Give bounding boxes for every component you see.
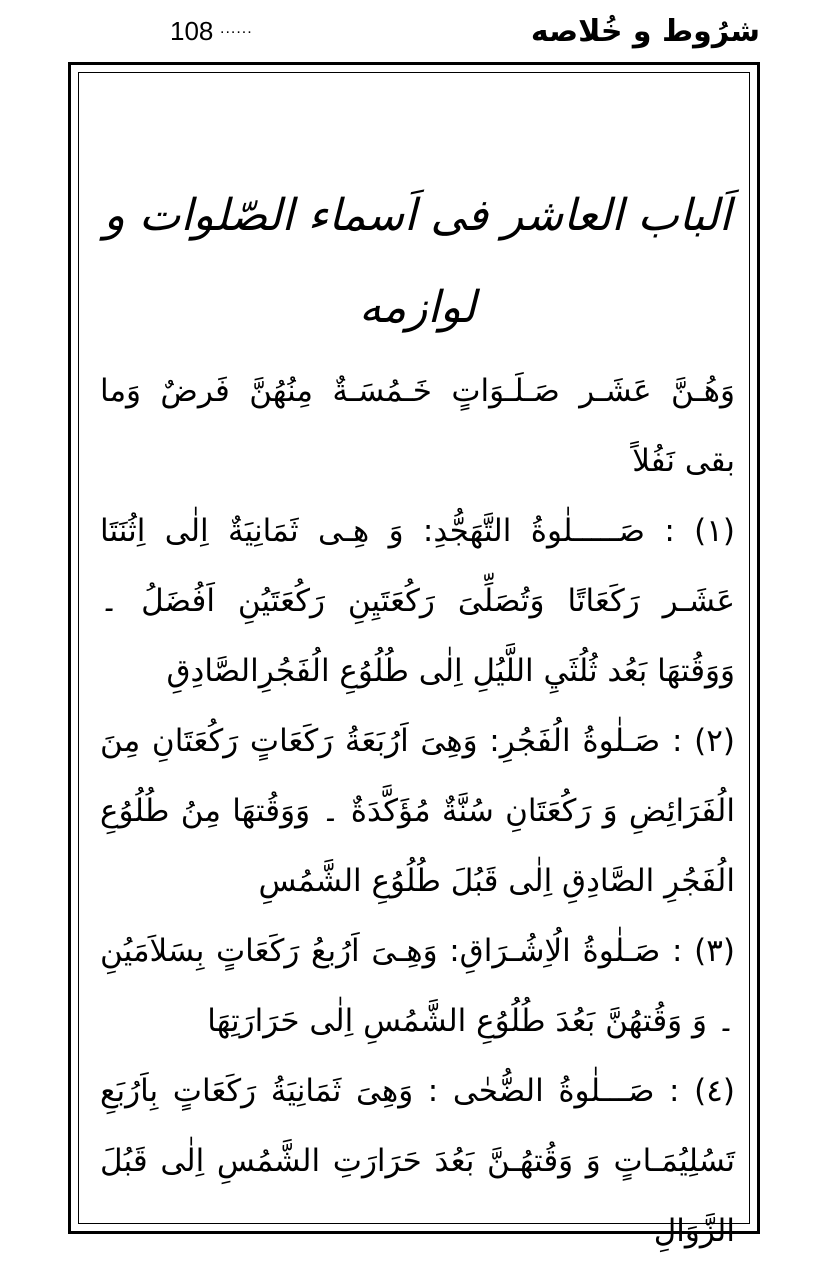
paragraph-ishraq: (٣) : صَـلٰوةُ الُاِشُـرَاقِ: وَهِـىَ اَرُبعُ رَكَعَاتٍ بِسَلاَمَيُنِ ۔ وَ وَقُتهُنَّ بَعُدَ طُلُوُعِ الشَّمُسِ اِلٰى حَرَارَتِهَا xyxy=(100,933,735,1039)
page-number-dots: ...... xyxy=(220,20,253,37)
book-title: شرُوط و خُلاصه xyxy=(530,14,760,49)
page-number: 108 xyxy=(170,16,214,46)
paragraph-tahajjud: (١) : صَـــــلٰوةُ التَّهَجُّدِ: وَ هِـى ثَمَانِيَةٌ اِلٰى اِثُنَتَا عَشَـر رَكَعَاتًا وَتُصَلِّىَ رَكُعَتَيِنِ رَكُعَتَيُنِ اَفُضَلُ ۔ وَوَقُتهَا بَعُد ثُلُثَيِ اللَّيُلِ اِلٰى طُلُوُعِ الُفَجُرِالصَّادِقِ xyxy=(100,513,735,689)
paragraph-duha: (٤) : صَـــلٰوةُ الضُّحٰى : وَهِىَ ثَمَانِيَةُ رَكَعَاتٍ بِاَرُبَعِ تَسُلِيُمَـاتٍ وَ وَقُتهُـنَّ بَعُدَ حَرَارَتِ الشَّمُسِ اِلٰى قَبُلَ الزَّوَالِ xyxy=(100,1073,735,1249)
page-header xyxy=(70,14,760,56)
chapter-title: اَلباب العاشر فی اَسماء الصّلوات و لوازمه xyxy=(103,190,732,333)
page-content xyxy=(100,170,735,1266)
paragraph-fajr: (٢) : صَـلٰوةُ الُفَجُرِ: وَهِىَ اَرُبَعَةُ رَكَعَاتٍ رَكُعَتَانِ مِنَ الُفَرَائِضِ وَ رَكُعَتَانِ سُنَّةٌ مُؤَكَّدَةٌ ۔ وَوَقُتهَا مِنُ طُلُوُعِ الُفَجُرِ الصَّادِقِ اِلٰى قَبُلَ طُلُوُعِ الشَّمُسِ xyxy=(100,723,735,899)
paragraph-intro: وَهُـنَّ عَشَـر صَـلَـوَاتٍ خَـمُسَـةٌ مِنُهُنَّ فَرضٌ وَما بقى نَفُلاً xyxy=(100,373,735,479)
